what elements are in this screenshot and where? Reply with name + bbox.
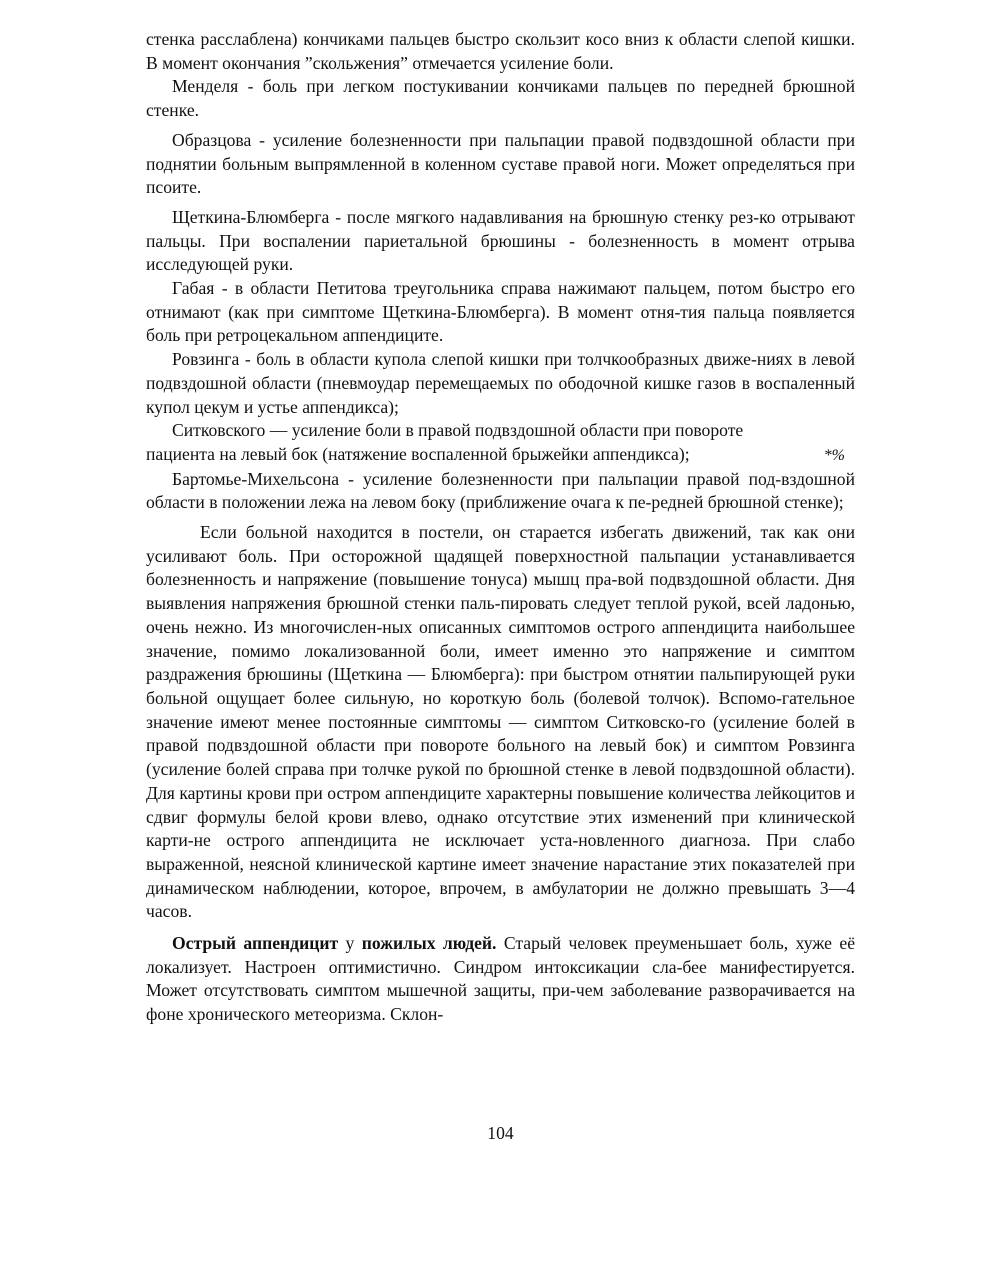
text-elderly-body: Старый человек преуменьшает боль, хуже её локализует. Настроен оптимистично. Синдром интоксикации сла-бее манифестируется. Может отсутствовать симптом мышечной защиты, при-чем заболевание разворачивается на фоне хронического метеоризма. Склон- [146,933,855,1025]
paragraph-sitkovsky-sign [146,419,855,467]
heading-acute-appendicitis: Острый аппендицит [172,933,339,954]
sitkovsky-line-2-row [146,443,855,468]
margin-mark: *% [823,446,845,464]
paragraph-clinical-picture: Если больной находится в постели, он старается избегать движений, так как они усиливают боль. При осторожной щадящей поверхностной пальпации устанавливается болезненность и напряжение (повышение тонуса) мышц пра-вой подвздошной области. Дня выявления напряжения брюшной стенки паль-пировать следует теплой рукой, всей ладонью, очень нежно. Из многочислен-ных описанных симптомов острого аппендицита наибольшее значение, помимо локализованной боли, имеет именно это напряжение и симптом раздражения брюшины (Щеткина — Блюмберга): при быстром отнятии пальпирующей руки больной ощущает более сильную, но короткую боль (болевой толчок). Вспомо-гательное значение имеют менее постоянные симптомы — симптом Ситковско-го (усиление болей в правой подвздошной области при повороте больного на левый бок) и симптом Ровзинга (усиление болей справа при толчке рукой по брюшной стенке в левой подвздошной области). Для картины крови при остром аппендиците характерны повышение количества лейкоцитов и сдвиг формулы белой крови влево, однако отсутствие этих изменений при клинической карти-не острого аппендицита не исключает уста-новленного диагноза. При слабо выраженной, неясной клинической картине имеет значение нарастание этих показателей при динамическом наблюдении, которое, впрочем, в амбулатории не должно превышать 3—4 часов. [146,522,855,922]
sitkovsky-line-1: Ситковского — усиление боли в правой подвздошной области при повороте [172,420,744,441]
paragraph-shchetkin-blumberg-sign: Щеткина-Блюмберга - после мягкого надавливания на брюшную стенку рез-ко отрывают пальцы. При воспалении париетальной брюшины - болезненность в момент отрыва исследующей руки. [146,206,855,275]
paragraph-gabay-sign: Габая - в области Петитова треугольника справа нажимают пальцем, потом быстро его отнимают (как при симптоме Щеткина-Блюмберга). В момент отня-тия пальца появляется боль при ретроцекальном аппендиците. [146,278,855,346]
paragraph-elderly-appendicitis [146,932,855,1027]
paragraph-continuation: стенка расслаблена) кончиками пальцев быстро скользит косо вниз к области слепой кишки. В момент окончания ”скольжения” отмечается усиление боли. [146,29,855,73]
paragraph-obraztsov-sign: Образцова - усиление болезненности при пальпации правой подвздошной области при поднятии больным выпрямленной в коленном суставе правой ноги. Может определяться при псоите. [146,129,855,198]
page-body [146,28,855,1027]
text-in: у [338,933,362,954]
page-number: 104 [487,1123,514,1143]
sitkovsky-line-2: пациента на левый бок (натяжение воспаленной брыжейки аппендикса); [146,443,690,464]
paragraph-rovsing-sign: Ровзинга - боль в области купола слепой кишки при толчкообразных движе-ниях в левой подвздошной области (пневмоудар перемещаемых по ободочной кишке газов в воспаленный купол цекум и устье аппендикса); [146,349,855,417]
paragraph-bartomier-michelson-sign: Бартомье-Михельсона - усиление болезненности при пальпации правой под-вздошной области в положении лежа на левом боку (приближение очага к пе-редней брюшной стенке); [146,468,855,513]
paragraph-mendel-sign: Менделя - боль при легком постукивании кончиками пальцев по передней брюшной стенке. [146,76,855,121]
heading-elderly: пожилых людей. [361,933,497,954]
